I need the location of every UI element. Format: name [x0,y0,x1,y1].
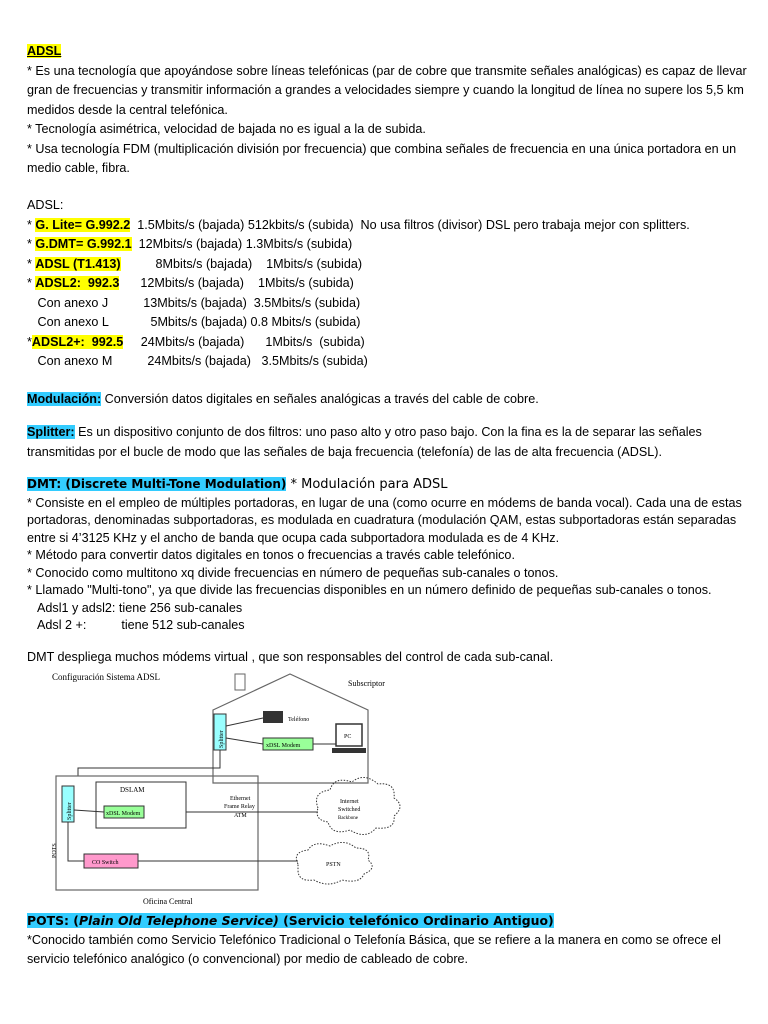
standard-prefix [27,354,38,368]
adsl-heading: ADSL [27,44,62,58]
standard-name: ADSL (T1.413) [35,256,121,271]
switched-label: Switched [338,807,361,813]
standard-prefix [27,296,38,310]
internet-cloud [317,777,401,834]
adsl-bullet-1: * Es una tecnología que apoyándose sobre líneas telefónicas (par de cobre que transmite señales analógicas) es capaz de llevar gran de frecuencias y transmitir información a grandes a velocidades siempre y cuando la longitud de línea no supere los 5,5 km medidos desde la central telefónica. [27,63,747,117]
pots-highlight [27,913,554,928]
wire-splitter-dslam [74,810,104,812]
standard-prefix: * [27,256,36,271]
standard-row [27,313,747,333]
pots-section [27,911,747,970]
pots-label: POTS [52,843,58,858]
pc-label: PC [344,734,352,740]
standard-speeds: Con anexo J 13Mbits/s (bajada) 3.5Mbits/s (subida) [37,295,361,310]
house-xdsl-modem-label: xDSL Modem [266,743,301,749]
adsl-configuration-diagram [48,668,468,910]
standard-name: G.DMT= G.992.1 [35,237,132,251]
modulacion-label: Modulación: [27,392,102,406]
dmt-note-block [27,648,747,668]
modulacion-text: Conversión datos digitales en señales analógicas a través del cable de cobre. [101,392,539,406]
pc-keyboard-icon [332,748,366,753]
line-to-office [78,750,220,776]
modulacion-section [27,390,747,410]
dslam-xdsl-modem-label: xDSL Modem [106,811,141,817]
dmt-channels-1: Adsl1 y adsl2: tiene 256 sub-canales [37,600,243,615]
standards-title: ADSL: [27,198,64,212]
standard-row [27,274,747,294]
internet-label: Internet [340,799,359,805]
wire-phone [226,718,263,726]
standard-speeds: 8Mbits/s (bajada) 1Mbits/s (subida) [120,256,363,271]
pots-english: Plain Old Telephone Service) [78,913,279,928]
dmt-subtitle: * Modulación para ADSL [286,477,448,492]
chimney [235,674,245,690]
diagram-title: Configuración Sistema ADSL [52,672,160,682]
dmt-bullet-2: * Método para convertir datos digitales en tonos o frecuencias a través cable telefónico. [27,548,515,562]
dmt-section [27,475,747,635]
standard-prefix: * [27,217,36,232]
standard-name: G. Lite= G.992.2 [35,217,131,232]
standard-name: ADSL2+: 992.5 [31,334,124,349]
dmt-label: DMT: (Discrete Multi-Tone Modulation) [27,477,287,491]
splitter-text: Es un dispositivo conjunto de dos filtros: uno paso alto y otro paso bajo. Con la fina es la de separar las señales transmitidas por el bucle de modo que las señales de baja frecuencia (telefonía) de las de alta frecuencia (ADSL). [27,425,702,459]
dmt-channels-2: Adsl 2 +: tiene 512 sub-canales [37,618,245,632]
standard-row [27,352,747,372]
ethernet-label: Ethernet [230,796,251,802]
pots-label: POTS: [27,913,69,928]
adsl-section [27,42,747,179]
standard-prefix [27,315,38,329]
pots-paren-open: ( [68,913,79,928]
backbone-label: Backbone [338,816,358,821]
wire-splitter-switch [68,822,84,861]
splitter-bottom-label: Splitter [67,802,73,820]
dmt-modems-note: DMT despliega muchos módems virtual , que son responsables del control de cada sub-canal. [27,650,554,664]
pots-text: *Conocido también como Servicio Telefónico Tradicional o Telefonía Básica, que se refiere a la manera en como se ofrece el servicio telefónico analógico (o convencional) por medio de cableado de cobre. [27,932,721,966]
standard-row [27,294,747,314]
splitter-label: Splitter: [27,425,75,439]
standard-row [27,216,747,236]
subscriber-label: Subscriptor [348,679,385,688]
adsl-standards [27,196,747,372]
frame-relay-label: Frame Relay [224,804,255,810]
dmt-bullet-1: * Consiste en el empleo de múltiples portadoras, en lugar de una (como ocurre en módems de banda vocal). Cada una de estas portadoras, denominadas subportadoras, es modulada en cuadratura (modulación QAM, estas subportadoras están separadas entre si 4’3125 KHz y el ancho de banda que ocupa cada subportadora modulada es de 4 KHz. [27,495,742,545]
splitter-top-label: Splitter [219,730,225,748]
standard-speeds: 24Mbits/s (bajada) 1Mbits/s (subida) [123,334,365,349]
adsl-bullet-3: * Usa tecnología FDM (multiplicación división por frecuencia) que combina señales de frecuencia en una única portadora en un medio cable, fibra. [27,141,737,175]
telefono-label: Teléfono [288,717,310,723]
dslam-label: DSLAM [120,786,145,794]
splitter-section [27,423,747,462]
pots-spanish: (Servicio telefónico Ordinario Antiguo) [278,913,554,928]
atm-label: ATM [234,813,247,819]
standard-row [27,333,747,353]
wire-modem [226,738,263,744]
standard-row [27,255,747,275]
standard-speeds: Con anexo L 5Mbits/s (bajada) 0.8 Mbits/s (subida) [37,315,361,329]
co-switch-label: CO Switch [92,860,119,866]
standard-speeds: 12Mbits/s (bajada) 1.3Mbits/s (subida) [131,237,353,251]
pstn-label: PSTN [326,862,341,868]
standard-row [27,235,747,255]
dmt-bullet-3: * Conocido como multitono xq divide frecuencias en número de pequeñas sub-canales o tonos. [27,565,559,580]
dmt-bullet-4: * Llamado "Multi-tono", ya que divide las frecuencias disponibles en un número definido de pequeñas sub-canales o tonos. [27,583,712,597]
standard-prefix: * [27,334,32,349]
standard-prefix: * [27,276,36,290]
standard-name: ADSL2: 992.3 [35,276,120,290]
standard-prefix: * [27,237,36,251]
standard-speeds: 12Mbits/s (bajada) 1Mbits/s (subida) [119,276,354,290]
standard-speeds: 1.5Mbits/s (bajada) 512kbits/s (subida) No usa filtros (divisor) DSL pero trabaja mejor con splitters. [130,217,690,232]
oficina-label: Oficina Central [143,897,193,906]
telephone-icon [263,711,283,723]
standard-speeds: Con anexo M 24Mbits/s (bajada) 3.5Mbits/s (subida) [37,354,368,368]
adsl-bullet-2: * Tecnología asimétrica, velocidad de bajada no es igual a la de subida. [27,122,426,136]
central-office-box [56,776,258,890]
